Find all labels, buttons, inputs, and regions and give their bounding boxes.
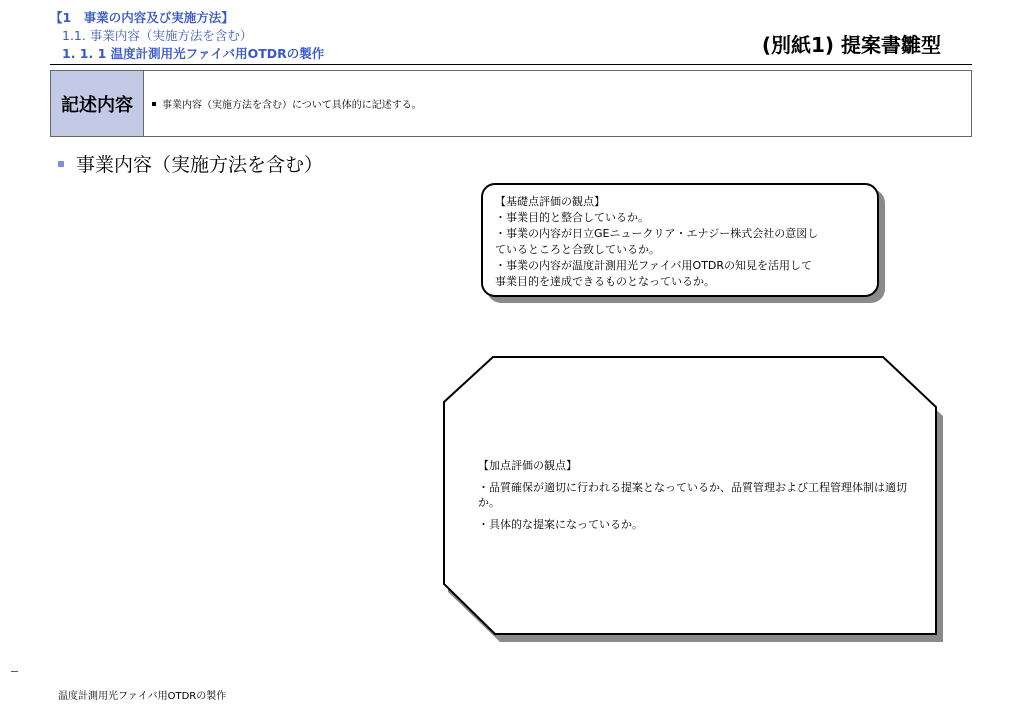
bullet-icon	[152, 102, 156, 106]
description-text: 事業内容（実施方法を含む）について具体的に記述する。	[162, 100, 422, 111]
header-line-3: 1. 1. 1 温度計測用光ファイバ用OTDRの製作	[62, 46, 325, 61]
description-label: 記述内容	[51, 71, 144, 136]
bonus-eval-line: ・品質確保が適切に行われる提案となっているか、品質管理および工程管理体制は適切か。	[478, 481, 907, 509]
basic-eval-line: ・事業の内容が温度計測用光ファイバ用OTDRの知見を活用して	[495, 259, 813, 272]
bonus-eval-line: ・具体的な提案になっているか。	[478, 518, 643, 531]
footer-text: 温度計測用光ファイバ用OTDRの製作	[58, 691, 227, 702]
square-bullet-icon	[58, 161, 64, 167]
corner-mark-icon	[11, 670, 18, 673]
section-heading	[58, 150, 323, 177]
header-line-2: 1.1. 事業内容（実施方法を含む）	[62, 28, 253, 43]
header-divider	[50, 64, 972, 65]
basic-eval-line: ・事業の内容が日立GEニュークリア・エナジー株式会社の意図し	[495, 227, 819, 240]
basic-eval-line: ているところと合致しているか。	[495, 243, 660, 256]
basic-eval-line: 事業目的を達成できるものとなっているか。	[495, 275, 715, 288]
section-heading-text: 事業内容（実施方法を含む）	[76, 154, 324, 176]
description-content	[144, 71, 971, 136]
bonus-eval-title: 【加点評価の観点】	[478, 459, 577, 472]
document-title: (別紙1) 提案書雛型	[761, 33, 941, 57]
basic-evaluation-callout	[481, 183, 879, 297]
header-line-1: 【1 事業の内容及び実施方法】	[50, 10, 234, 25]
bonus-evaluation-text	[478, 458, 928, 532]
basic-eval-title: 【基礎点評価の観点】	[495, 195, 605, 208]
basic-eval-line: ・事業目的と整合しているか。	[495, 211, 649, 224]
description-box	[50, 70, 972, 137]
